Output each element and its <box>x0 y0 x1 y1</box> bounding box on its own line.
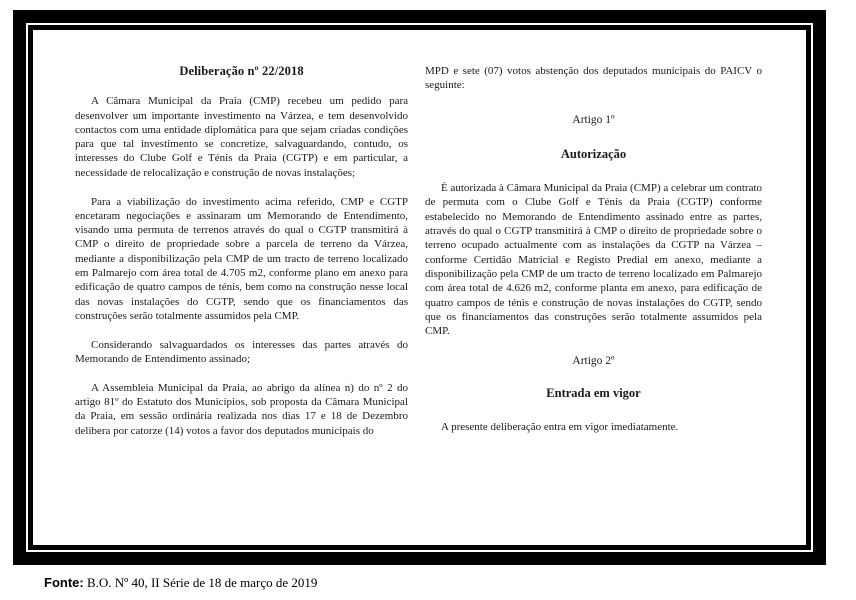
article-1-number: Artigo 1º <box>572 113 615 126</box>
deliberation-title: Deliberação nº 22/2018 <box>179 64 304 78</box>
source-text: B.O. Nº 40, II Série de 18 de março de 2019 <box>86 575 318 590</box>
paragraph-continuation: MPD e sete (07) votos abstenção dos deputados municipais do PAICV o seguinte: <box>425 65 762 92</box>
paragraph-2: Para a viabilização do investimento acima referido, CMP e CGTP encetaram negociações e assinaram um Memorando de Entendimento, visando uma permuta de terrenos através do qual o CGTP transmitirá à CMP o direito de propriedade sobre a parcela de terreno da Várzea, mediante a disponibilização pela CMP de um tracto de terreno localizado em Palmarejo com área total de 4.705 m2, conforme plano em anexo para edificação de quatro campos de ténis, bem como na construção nesse local das novas instalações do CGTP, sendo que os financiamentos das construções serão totalmente assumidos pela CMP. <box>75 195 408 322</box>
left-column <box>75 64 408 438</box>
paragraph-1: A Câmara Municipal da Praia (CMP) recebeu um pedido para desenvolver um importante investimento na Várzea, e tem desenvolvido contactos com uma entidade diplomática para que sejam criadas condições para que tal investimento se concretize, salvaguardando, contudo, os interesses do Clube Golf e Ténis da Praia (CGTP) e em particular, a necessidade de relocalização e construção de novas instalações; <box>75 95 408 179</box>
article-2-number: Artigo 2º <box>572 355 615 368</box>
source-caption <box>44 575 317 591</box>
source-label: Fonte: <box>44 575 84 590</box>
article-1-title: Autorização <box>560 146 627 161</box>
document-page <box>33 30 806 545</box>
article-2-text: A presente deliberação entra em vigor imediatamente. <box>441 421 679 434</box>
paragraph-3: Considerando salvaguardados os interesses das partes através do Memorando de Entendimento assinado; <box>75 338 408 366</box>
article-2-title: Entrada em vigor <box>546 385 641 400</box>
paragraph-4: A Assembleia Municipal da Praia, ao abrigo da alínea n) do nº 2 do artigo 81º do Estatuto dos Municípios, sob proposta da Câmara Municipal da Praia, em sessão ordinária realizada nos dias 17 e 18 de Dezembro delibera por catorze (14) votos a favor dos deputados municipais do <box>75 381 408 437</box>
right-column <box>425 64 762 434</box>
article-1-text: É autorizada à Câmara Municipal da Praia (CMP) a celebrar um contrato de permuta com o Clube Golf e Ténis da Praia (CGTP) conforme estabelecido no Memorando de Entendimento assinado entre as partes, através do qual o CGTP transmitirá à CMP o direito de propriedade sobre o terreno ocupado actualmente com as instalações da CGTP na Várzea – conforme Certidão Matricial e Registo Predial em anexo, mediante a disponibilização pela CMP de um tracto de terreno localizado em Palmarejo com área total de 4.626 m2, conforme planta em anexo, para edificação de quatro campos de ténis e construção de novas instalações do CGTP, sendo que os financiamentos das construções serão totalmente assumidos pela CMP. <box>425 182 763 338</box>
